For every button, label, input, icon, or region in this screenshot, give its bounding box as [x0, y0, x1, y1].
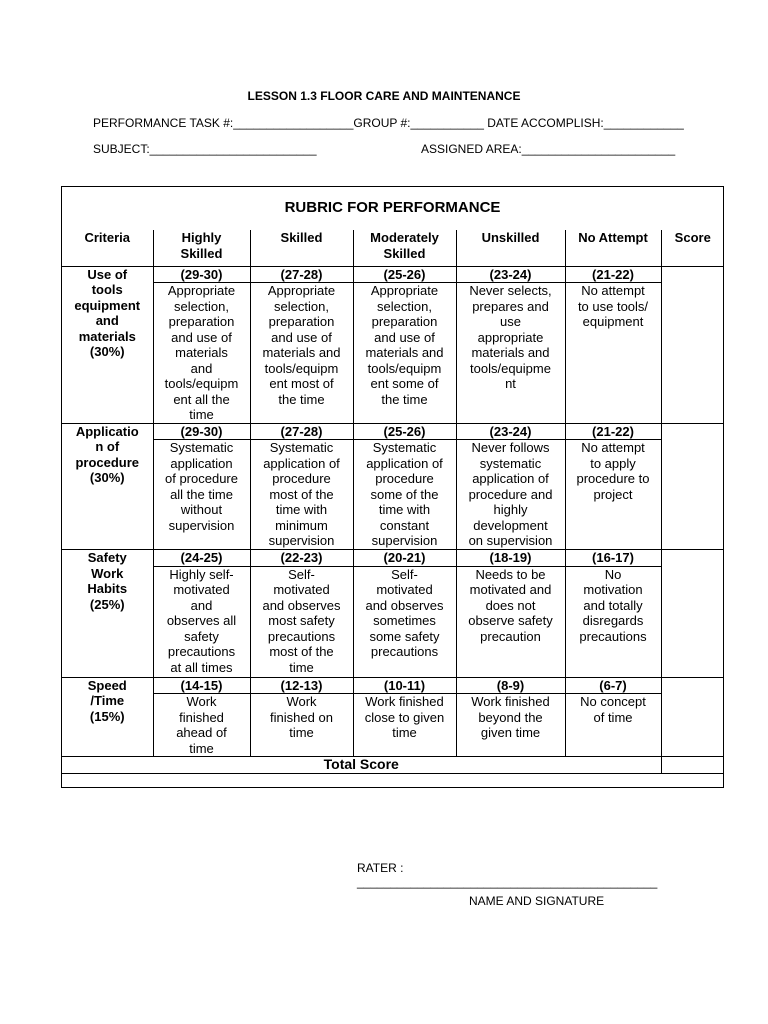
points-range-cell: (21-22)	[565, 423, 661, 440]
criteria-cell: Safety Work Habits (25%)	[62, 550, 153, 678]
description-cell: Work finished beyond the given time	[456, 694, 565, 757]
points-range-cell: (18-19)	[456, 550, 565, 567]
column-header-level-1: Highly Skilled	[153, 230, 250, 266]
total-score-label: Total Score	[62, 757, 661, 774]
description-cell: No motivation and totally disregards precautions	[565, 566, 661, 677]
description-cell: Appropriate selection, preparation and use of materials and tools/equipm ent most of the time	[250, 283, 353, 424]
column-header-level-2: Skilled	[250, 230, 353, 266]
description-cell: Systematic application of procedure some of the time with constant supervision	[353, 440, 456, 550]
rater-signature-line: _____________________________________________	[357, 875, 658, 889]
document-title: LESSON 1.3 FLOOR CARE AND MAINTENANCE	[247, 89, 521, 103]
score-cell[interactable]	[661, 423, 724, 550]
description-cell: Work finished close to given time	[353, 694, 456, 757]
points-range-cell: (27-28)	[250, 423, 353, 440]
description-cell: Appropriate selection, preparation and use of materials and tools/equipm ent all the time	[153, 283, 250, 424]
points-range-cell: (22-23)	[250, 550, 353, 567]
column-header-level-4: Unskilled	[456, 230, 565, 266]
description-cell: Appropriate selection, preparation and use of materials and tools/equipm ent some of the time	[353, 283, 456, 424]
points-range-cell: (8-9)	[456, 677, 565, 694]
column-header-level-5: No Attempt	[565, 230, 661, 266]
rubric-table	[62, 230, 724, 774]
rubric-box	[61, 186, 724, 788]
description-cell: Never follows systematic application of procedure and highly development on supervision	[456, 440, 565, 550]
points-range-cell: (10-11)	[353, 677, 456, 694]
description-cell: Systematic application of procedure all the time without supervision	[153, 440, 250, 550]
description-cell: Never selects, prepares and use appropriate materials and tools/equipme nt	[456, 283, 565, 424]
criteria-cell: Use of tools equipment and materials (30%)	[62, 266, 153, 423]
subject-field: SUBJECT:_________________________	[93, 142, 317, 156]
criteria-cell: Applicatio n of procedure (30%)	[62, 423, 153, 550]
points-range-cell: (21-22)	[565, 266, 661, 283]
points-range-cell: (23-24)	[456, 266, 565, 283]
description-cell: Highly self- motivated and observes all safety precautions at all times	[153, 566, 250, 677]
score-cell[interactable]	[661, 677, 724, 757]
column-header-score: Score	[661, 230, 724, 266]
column-header-criteria: Criteria	[62, 230, 153, 266]
points-range-cell: (25-26)	[353, 266, 456, 283]
points-range-cell: (29-30)	[153, 266, 250, 283]
description-cell: Work finished ahead of time	[153, 694, 250, 757]
points-range-cell: (6-7)	[565, 677, 661, 694]
points-range-cell: (24-25)	[153, 550, 250, 567]
task-group-date-line: PERFORMANCE TASK #:__________________GROUP #:___________ DATE ACCOMPLISH:____________	[93, 116, 684, 130]
name-and-signature-label: NAME AND SIGNATURE	[469, 894, 605, 908]
description-cell: Self- motivated and observes most safety precautions most of the time	[250, 566, 353, 677]
description-cell: Needs to be motivated and does not observe safety precaution	[456, 566, 565, 677]
points-range-cell: (20-21)	[353, 550, 456, 567]
points-range-cell: (16-17)	[565, 550, 661, 567]
points-range-cell: (27-28)	[250, 266, 353, 283]
score-cell[interactable]	[661, 266, 724, 423]
rater-label: RATER :	[357, 861, 404, 875]
points-range-cell: (12-13)	[250, 677, 353, 694]
column-header-level-3: Moderately Skilled	[353, 230, 456, 266]
description-cell: Systematic application of procedure most of the time with minimum supervision	[250, 440, 353, 550]
description-cell: No attempt to use tools/ equipment	[565, 283, 661, 424]
description-cell: No concept of time	[565, 694, 661, 757]
assigned-area-field: ASSIGNED AREA:_______________________	[421, 142, 676, 156]
rubric-title: RUBRIC FOR PERFORMANCE	[284, 199, 501, 216]
points-range-cell: (23-24)	[456, 423, 565, 440]
description-cell: No attempt to apply procedure to project	[565, 440, 661, 550]
criteria-cell: Speed /Time (15%)	[62, 677, 153, 757]
points-range-cell: (14-15)	[153, 677, 250, 694]
points-range-cell: (25-26)	[353, 423, 456, 440]
total-score-cell[interactable]	[661, 757, 724, 774]
description-cell: Work finished on time	[250, 694, 353, 757]
points-range-cell: (29-30)	[153, 423, 250, 440]
score-cell[interactable]	[661, 550, 724, 678]
description-cell: Self- motivated and observes sometimes some safety precautions	[353, 566, 456, 677]
